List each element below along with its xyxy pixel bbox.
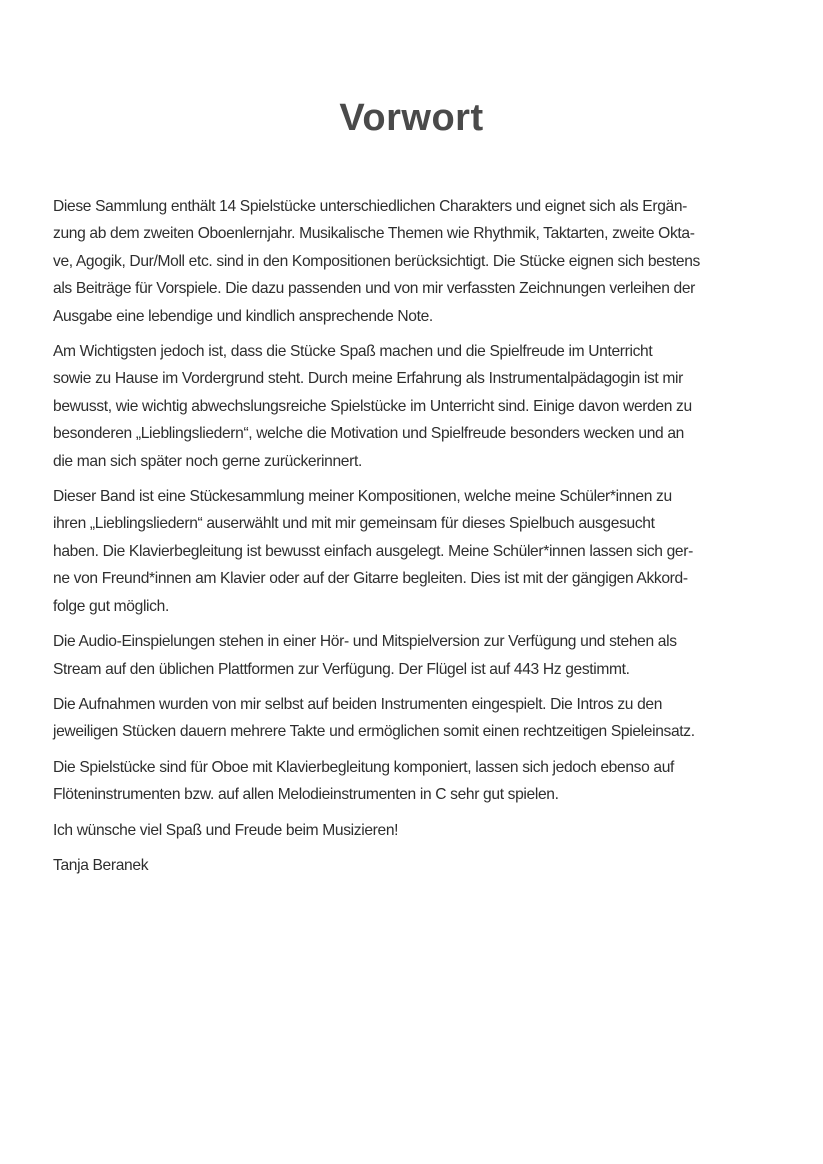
- text-line: haben. Die Klavierbegleitung ist bewusst einfach ausgelegt. Meine Schüler*innen lassen sich ger-: [53, 542, 693, 560]
- text-line: jeweiligen Stücken dauern mehrere Takte und ermöglichen somit einen rechtzeitigen Spieleinsatz.: [53, 723, 695, 741]
- text-line: Stream auf den üblichen Plattformen zur Verfügung. Der Flügel ist auf 443 Hz gestimmt.: [53, 660, 630, 678]
- text-line: Am Wichtigsten jedoch ist, dass die Stücke Spaß machen und die Spielfreude im Unterricht: [53, 343, 653, 361]
- text-line: Dieser Band ist eine Stückesammlung meiner Kompositionen, welche meine Schüler*innen zu: [53, 488, 672, 506]
- paragraph-motivation: [53, 338, 783, 475]
- text-line: Die Audio-Einspielungen stehen in einer Hör- und Mitspielversion zur Verfügung und stehen als: [53, 633, 677, 651]
- paragraph-recordings: [53, 691, 783, 746]
- text-line: Die Spielstücke sind für Oboe mit Klavierbegleitung komponiert, lassen sich jedoch ebenso auf: [53, 758, 675, 776]
- paragraph-instruments: [53, 754, 783, 809]
- text-line: als Beiträge für Vorspiele. Die dazu passenden und von mir verfassten Zeichnungen verleihen der: [53, 280, 696, 298]
- paragraph-audio: [53, 628, 783, 683]
- text-line: ihren „Lieblingsliedern“ auserwählt und mit mir gemeinsam für dieses Spielbuch ausgesucht: [53, 515, 655, 533]
- text-line: die man sich später noch gerne zurückerinnert.: [53, 452, 362, 470]
- text-line: ne von Freund*innen am Klavier oder auf der Gitarre begleiten. Dies ist mit der gängigen Akkord-: [53, 570, 688, 588]
- text-line: folge gut möglich.: [53, 597, 169, 615]
- paragraph-closing: [53, 817, 783, 844]
- paragraph-intro: [53, 193, 783, 330]
- text-line: Die Aufnahmen wurden von mir selbst auf beiden Instrumenten eingespielt. Die Intros zu den: [53, 695, 663, 713]
- text-line: bewusst, wie wichtig abwechslungsreiche Spielstücke im Unterricht sind. Einige davon werden zu: [53, 397, 692, 415]
- text-line: besonderen „Lieblingsliedern“, welche die Motivation und Spielfreude besonders wecken und an: [53, 425, 684, 443]
- text-line: Flöteninstrumenten bzw. auf allen Melodieinstrumenten in C sehr gut spielen.: [53, 786, 559, 804]
- text-line: Diese Sammlung enthält 14 Spielstücke unterschiedlichen Charakters und eignet sich als Ergän-: [53, 198, 688, 215]
- paragraph-collection: [53, 483, 783, 620]
- text-line: Ausgabe eine lebendige und kindlich ansprechende Note.: [53, 307, 433, 325]
- signature: [53, 852, 783, 879]
- text-line: sowie zu Hause im Vordergrund steht. Durch meine Erfahrung als Instrumentalpädagogin ist mir: [53, 370, 683, 388]
- text-line: ve, Agogik, Dur/Moll etc. sind in den Kompositionen berücksichtigt. Die Stücke eignen sich bestens: [53, 252, 700, 270]
- text-line: Ich wünsche viel Spaß und Freude beim Musizieren!: [53, 821, 399, 839]
- author-name: Tanja Beranek: [53, 856, 149, 874]
- preface-body: [53, 193, 783, 887]
- text-line: zung ab dem zweiten Oboenlernjahr. Musikalische Themen wie Rhythmik, Taktarten, zweite Okta-: [53, 225, 695, 243]
- page-title: Vorwort: [339, 97, 484, 140]
